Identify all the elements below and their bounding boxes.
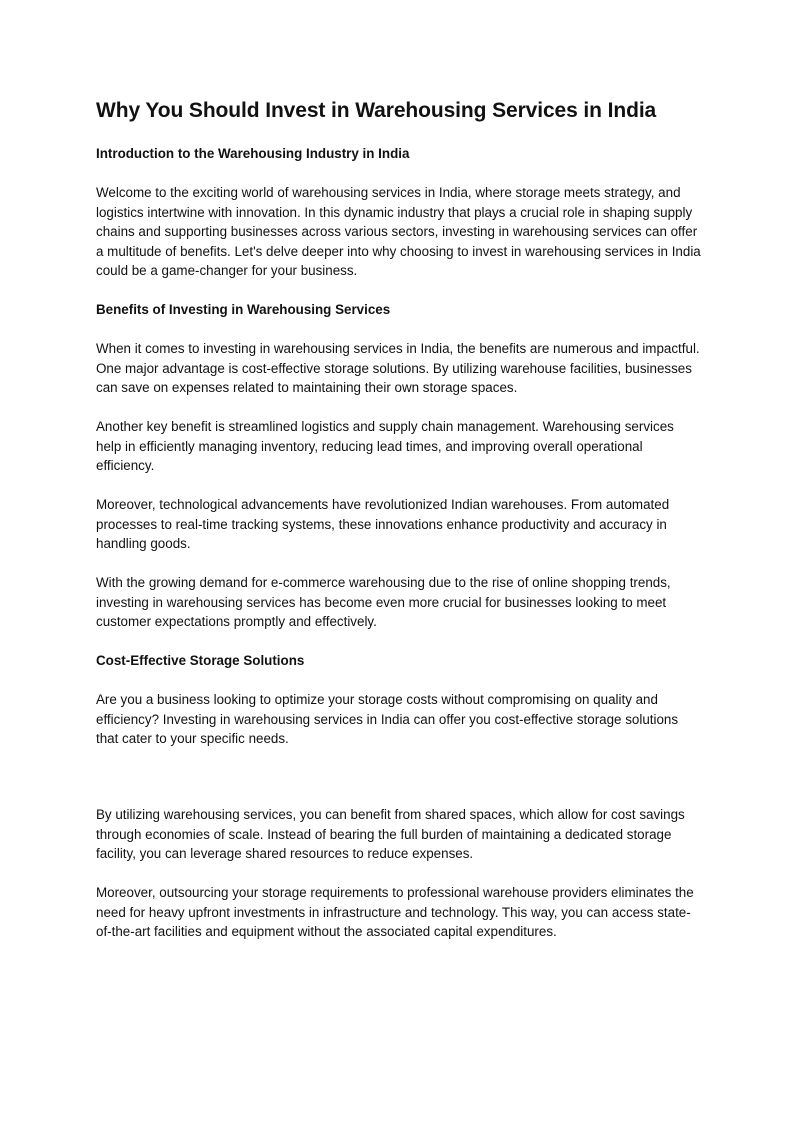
section-heading-benefits: Benefits of Investing in Warehousing Services	[96, 302, 391, 317]
paragraph: When it comes to investing in warehousing services in India, the benefits are numerous and impactful. One major advantage is cost-effective storage solutions. By utilizing warehouse facilities, businesses can save on expenses related to maintaining their own storage spaces.	[96, 341, 700, 395]
document-title: Why You Should Invest in Warehousing Services in India	[96, 99, 657, 122]
paragraph: Welcome to the exciting world of warehousing services in India, where storage meets strategy, and logistics intertwine with innovation. In this dynamic industry that plays a crucial role in shaping supply chains and supporting businesses across various sectors, investing in warehousing services can offer a multitude of benefits. Let's delve deeper into why choosing to invest in warehousing services in India could be a game-changer for your business.	[96, 185, 701, 278]
paragraph: Another key benefit is streamlined logistics and supply chain management. Warehousing services help in efficiently managing inventory, reducing lead times, and improving overall operational efficiency.	[96, 419, 674, 473]
paragraph: Moreover, outsourcing your storage requirements to professional warehouse providers eliminates the need for heavy upfront investments in infrastructure and technology. This way, you can access state-of-the-art facilities and equipment without the associated capital expenditures.	[96, 885, 694, 939]
paragraph: By utilizing warehousing services, you can benefit from shared spaces, which allow for cost savings through economies of scale. Instead of bearing the full burden of maintaining a dedicated storage facility, you can leverage shared resources to reduce expenses.	[96, 807, 685, 861]
document-page	[96, 96, 701, 961]
section-heading-introduction: Introduction to the Warehousing Industry in India	[96, 146, 410, 161]
section-heading-cost-effective: Cost-Effective Storage Solutions	[96, 653, 305, 668]
paragraph: Are you a business looking to optimize your storage costs without compromising on quality and efficiency? Investing in warehousing services in India can offer you cost-effective storage solutions that cater to your specific needs.	[96, 692, 679, 746]
paragraph: Moreover, technological advancements have revolutionized Indian warehouses. From automated processes to real-time tracking systems, these innovations enhance productivity and accuracy in handling goods.	[96, 497, 670, 551]
blank-gap	[96, 768, 701, 805]
paragraph: With the growing demand for e-commerce warehousing due to the rise of online shopping trends, investing in warehousing services has become even more crucial for businesses looking to meet customer expectations promptly and effectively.	[96, 575, 671, 629]
